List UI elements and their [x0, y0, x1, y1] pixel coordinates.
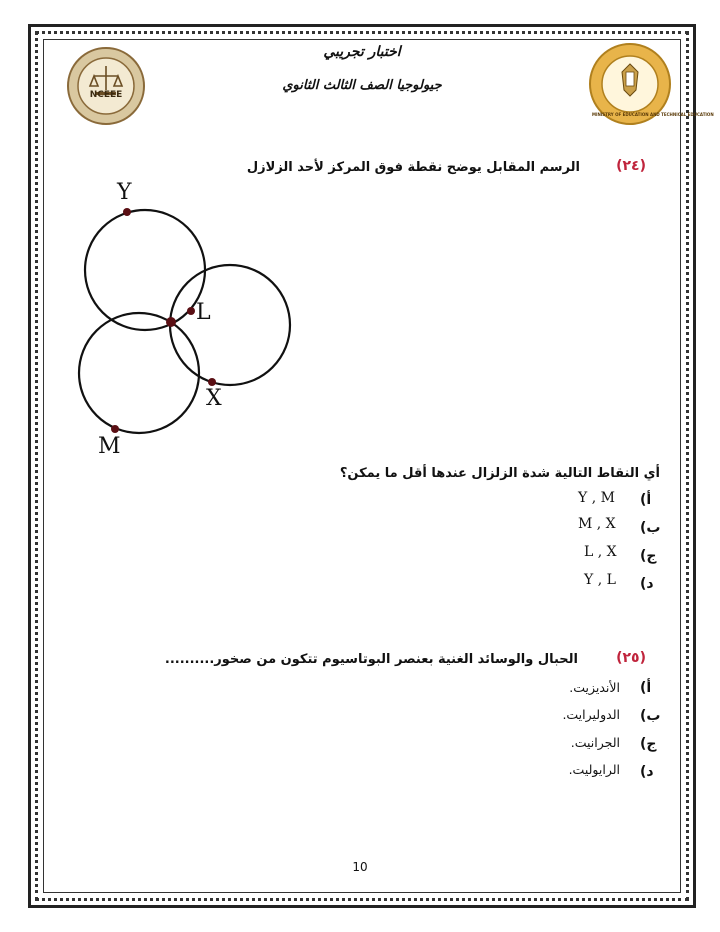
q25-option-c-text: الجرانيت. [570, 735, 620, 750]
circle-right [170, 265, 290, 385]
q24-option-d-text: Y , L [584, 572, 616, 588]
q24-option-c-label: ج) [640, 548, 657, 564]
q25-option-d-label: د) [640, 764, 654, 780]
label-x: X [206, 386, 222, 411]
q25-option-d-text: الرايوليت. [568, 762, 620, 777]
point-x [208, 378, 216, 386]
question-24-prompt: أي النقاط التالية شدة الزلزال عندها أقل ما يمكن؟ [339, 466, 660, 481]
q24-option-b-label: ب) [640, 520, 661, 536]
point-y [123, 208, 131, 216]
nceee-logo-text: NCEEE [89, 90, 123, 100]
page-number: 10 [352, 860, 368, 874]
point-m [111, 425, 119, 433]
q25-option-b-label: ب) [640, 708, 661, 724]
point-l [187, 307, 195, 315]
ministry-logo-text: MINISTRY OF EDUCATION AND TECHNICAL EDUCATION [592, 112, 714, 117]
q25-option-a-text: الأنديزيت. [569, 680, 620, 695]
exam-subject: جيولوجيا الصف الثالث الثانوي [282, 78, 442, 93]
exam-title: اختبار تجريبي [323, 44, 401, 60]
point-center [166, 317, 176, 327]
question-24-text: الرسم المقابل يوضح نقطة فوق المركز لأحد الزلازل [246, 160, 580, 175]
q24-option-c-text: L , X [584, 544, 617, 560]
circle-top [85, 210, 205, 330]
question-24-number: (٢٤) [616, 158, 646, 174]
label-l: L [196, 300, 211, 325]
q25-option-b-text: الدوليرايت. [562, 707, 620, 722]
q25-option-c-label: ج) [640, 736, 657, 752]
question-25-text: الحبال والوسائد الغنية بعنصر البوتاسيوم تتكون من صخور.......... [164, 652, 578, 667]
epicenter-diagram [70, 178, 310, 468]
ministry-logo [586, 42, 714, 126]
q24-option-b-text: M , X [578, 516, 616, 532]
circle-bottom [79, 313, 199, 433]
label-m: M [98, 434, 121, 459]
q24-option-d-label: د) [640, 576, 654, 592]
q25-option-a-label: أ) [640, 680, 652, 696]
q24-option-a-label: أ) [640, 492, 652, 508]
question-25-number: (٢٥) [616, 650, 646, 666]
label-y: Y [117, 180, 132, 205]
q24-option-a-text: Y , M [578, 490, 615, 506]
nceee-logo [66, 46, 146, 126]
